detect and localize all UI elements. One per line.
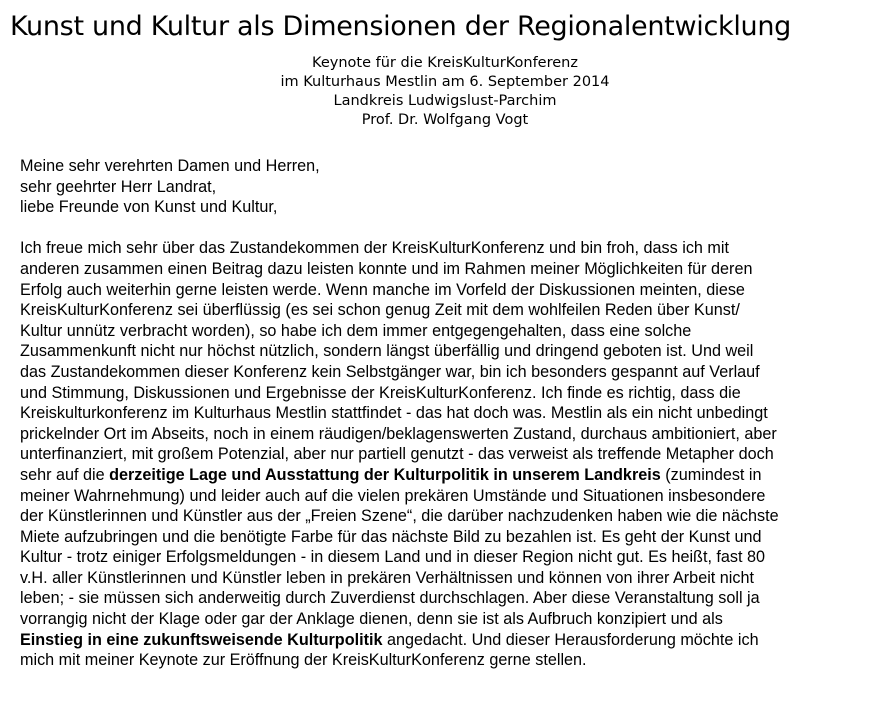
- paragraph-line: [20, 630, 880, 651]
- paragraph-line: Kreiskulturkonferenz im Kulturhaus Mestlin stattfindet - das hat doch was. Mestlin als ein nicht unbedingt: [20, 404, 768, 423]
- document-subtitle: [0, 54, 890, 130]
- paragraph-line: [20, 465, 880, 486]
- paragraph-line: das Zustandekommen dieser Konferenz kein Selbstgänger war, bin ich besonders gespannt auf Verlauf: [20, 362, 760, 381]
- paragraph-line: mich mit meiner Keynote zur Eröffnung der KreisKulturKonferenz gerne stellen.: [20, 651, 587, 670]
- paragraph-line: v.H. aller Künstlerinnen und Künstler leben in prekären Verhältnissen und können von ihrer Arbeit nicht: [20, 568, 754, 587]
- paragraph-line: Miete aufzubringen und die benötigte Farbe für das nächste Bild zu bezahlen ist. Es geht der Kunst und: [20, 527, 762, 546]
- paragraph-line: und Stimmung, Diskussionen und Ergebnisse der KreisKulturKonferenz. Ich finde es richtig, dass die: [20, 383, 741, 402]
- salutation-line: sehr geehrter Herr Landrat,: [20, 177, 217, 196]
- paragraph-line: unterfinanziert, mit großem Potenzial, aber nur partiell genutzt - das verweist als treffende Metapher doch: [20, 445, 774, 464]
- paragraph-line: Zusammenkunft nicht nur höchst nützlich, sondern längst überfällig und dringend geboten ist. Und weil: [20, 342, 754, 361]
- paragraph-text: angedacht. Und dieser Herausforderung möchte ich: [382, 630, 759, 649]
- paragraph-line: der Künstlerinnen und Künstler aus der „Freien Szene“, die darüber nachzudenken haben wie die nächste: [20, 507, 779, 526]
- subtitle-line: Keynote für die KreisKulturKonferenz: [312, 55, 578, 71]
- subtitle-line: Landkreis Ludwigslust-Parchim: [333, 93, 557, 109]
- bold-emphasis: Einstieg in eine zukunftsweisende Kulturpolitik: [20, 630, 383, 649]
- bold-emphasis: derzeitige Lage und Ausstattung der Kulturpolitik in unserem Landkreis: [109, 465, 661, 484]
- salutation-line: liebe Freunde von Kunst und Kultur,: [20, 198, 278, 217]
- subtitle-line: im Kulturhaus Mestlin am 6. September 2014: [280, 74, 610, 90]
- paragraph-line: meiner Wahrnehmung) und leider auch auf die vielen prekären Umstände und Situationen insbesondere: [20, 486, 766, 505]
- document-body: [20, 156, 880, 671]
- paragraph-text: sehr auf die: [20, 465, 110, 484]
- document-title: Kunst und Kultur als Dimensionen der Regionalentwicklung: [10, 11, 791, 42]
- paragraph-line: prickelnder Ort im Abseits, noch in einem räudigen/beklagenswerten Zustand, durchaus ambitioniert, aber: [20, 424, 777, 443]
- paragraph-line: Erfolg auch weiterhin gerne leisten werde. Wenn manche im Vorfeld der Diskussionen meinten, diese: [20, 280, 745, 299]
- salutation-line: Meine sehr verehrten Damen und Herren,: [20, 157, 320, 175]
- paragraph-text: (zumindest in: [660, 465, 762, 484]
- subtitle-line: Prof. Dr. Wolfgang Vogt: [361, 112, 529, 128]
- paragraph-gap: [20, 218, 880, 239]
- paragraph-line: Ich freue mich sehr über das Zustandekommen der KreisKulturKonferenz und bin froh, dass ich mit: [20, 239, 730, 258]
- paragraph-line: Kultur - trotz einiger Erfolgsmeldungen - in diesem Land und in dieser Region nicht gut. Es heißt, fast 80: [20, 548, 766, 567]
- paragraph-line: KreisKulturKonferenz sei überflüssig (es sei schon genug Zeit mit dem wohlfeilen Reden über Kunst/: [20, 301, 740, 320]
- paragraph-line: vorrangig nicht der Klage oder gar der Anklage dienen, denn sie ist als Aufbruch konzipiert und als: [20, 610, 723, 629]
- paragraph-line: Kultur unnütz verbracht worden), so habe ich dem immer entgegengehalten, dass eine solche: [20, 321, 692, 340]
- paragraph-line: leben; - sie müssen sich anderweitig durch Zuverdienst durchschlagen. Aber diese Veranstaltung soll ja: [20, 589, 760, 608]
- paragraph-line: anderen zusammen einen Beitrag dazu leisten konnte und im Rahmen meiner Möglichkeiten für deren: [20, 259, 753, 278]
